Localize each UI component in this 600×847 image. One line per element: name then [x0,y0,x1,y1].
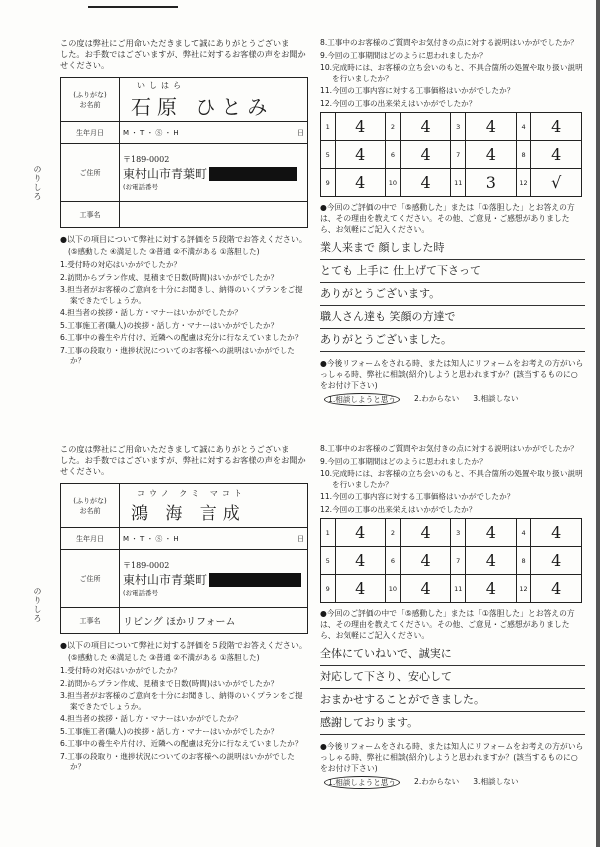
construction-value [120,202,308,228]
question-list-left [60,666,308,773]
referral-options [320,776,585,789]
construction-label: 工事名 [61,202,120,228]
comment-question: ●今回のご評価の中で「⑤感動した」または「①落胆した」とお答えの方は、その理由を教えてください。その他、ご意見・ご感想がありましたら、お気軽にご記入ください。 [320,609,575,640]
rating-instructions: ●以下の項目について弊社に対する評価を５段階でお答えください。 [60,235,307,244]
customer-name: 鴻 海 言成 [131,503,246,524]
referral-option: 3.相談しない [473,777,519,786]
ratings-grid: 1 4 2 4 3 4 4 4 5 4 6 4 7 4 8 4 9 4 10 4 11 3 12 √ [320,112,582,197]
referral-option: 2.わからない [414,777,460,786]
zip-code: 〒189-0002 [123,561,170,570]
birth-value-cell: M・T・Ⓢ・H 日 [120,122,308,144]
question-item: 11.今回の工事内容に対する工事価格はいかがでしたか？ [320,86,515,95]
question-item: 6.工事中の養生や片付け、近隣への配慮は充分に行なえていましたか？ [60,739,303,748]
rating-value: 4 [400,575,451,603]
comment-line: ありがとうございました。 [320,329,585,352]
survey-left-column [60,444,308,775]
rating-instructions: ●以下の項目について弊社に対する評価を５段階でお答えください。 [60,641,307,650]
rating-value: 3 [466,169,517,197]
question-item: 3.担当者がお客様のご意向を十分にお聞きし、納得のいくプランをご提案できたでしょうか。 [60,285,303,305]
rating-value: 4 [466,141,517,169]
intro-text: この度は弊社にご用命いただきまして誠にありがとうございま した。お手数ではございますが、弊社に対するお客様の声をお聞か せください。 [60,444,306,476]
name-value-cell [120,484,308,528]
question-item: 7.工事の段取り・進捗状況についてのお客様への説明はいかがでしたか？ [60,345,295,365]
question-item: 12.今回の工事の出来栄えはいかがでしたか？ [320,504,477,514]
phone-label: (お電話番号 [123,183,159,191]
referral-option-selected: 1.相談しようと思う [324,393,400,406]
comment-line: おまかせすることができました。 [320,689,585,712]
rating-value: 4 [335,575,386,603]
scan-artifact [88,6,178,8]
address-value-cell [120,144,308,202]
rating-value: 4 [466,519,517,547]
rating-value: 4 [466,113,517,141]
survey-form-1 [0,0,600,412]
question-item: 9.今回の工事期間はどのように思われましたか？ [320,50,487,60]
question-item: 3.担当者がお客様のご意向を十分にお聞きし、納得のいくプランをご提案できたでしょうか。 [60,691,303,711]
rating-value: 4 [335,141,386,169]
era-value: M・T・Ⓢ・H [123,128,181,137]
customer-info-table [60,77,308,228]
customer-info-table [60,483,308,634]
question-item: 6.工事中の養生や片付け、近隣への配慮は充分に行なえていましたか？ [60,333,303,342]
question-item: 4.担当者の挨拶・話し方・マナーはいかがでしたか？ [60,714,242,723]
redaction-block [209,167,297,181]
question-item: 8.工事中のお客様のご質問やお気付きの点に対する説明はいかがでしたか？ [320,38,578,47]
question-item: 8.工事中のお客様のご質問やお気付きの点に対する説明はいかがでしたか？ [320,444,578,453]
question-item: 5.工事施工者(職人)の挨拶・話し方・マナーはいかがでしたか？ [60,726,279,736]
comment-line: ありがとうございます。 [320,283,585,306]
name-label-cell: (ふりがな) お名前 [61,484,120,528]
scan-edge [596,0,600,847]
question-list-left [60,260,308,367]
question-item: 1.受付時の対応はいかがでしたか？ [60,260,182,269]
address-label: ご住所 [61,550,120,608]
comment-line: 業人来まで 顔しました時 [320,237,585,260]
referral-question: ●今後リフォームをされる時、または知人にリフォームをお考えの方がいらっしゃる時、弊社に相談(紹介)しようと思われますか？(該当するものに○をお付け下さい) [320,359,584,390]
comment-line: とても 上手に 仕上げて下さって [320,260,585,283]
question-item: 2.訪問からプラン作成、見積まで日数(時間)はいかがでしたか？ [60,678,279,688]
question-item: 2.訪問からプラン作成、見積まで日数(時間)はいかがでしたか？ [60,272,279,282]
birth-value-cell: M・T・Ⓢ・H 日 [120,528,308,550]
rating-scale: (⑤感動した ④満足した ③普通 ②不満がある ①落胆した) [68,653,260,662]
survey-form-2 [0,432,600,847]
redaction-block [209,573,301,587]
referral-option-selected: 1.相談しようと思う [324,776,400,789]
comment-area [320,643,585,735]
rating-value: 4 [531,141,582,169]
rating-value: 4 [400,547,451,575]
rating-value: 4 [335,547,386,575]
question-item: 5.工事施工者(職人)の挨拶・話し方・マナーはいかがでしたか？ [60,320,279,330]
rating-value: 4 [400,141,451,169]
rating-value: 4 [335,113,386,141]
referral-option: 2.わからない [414,394,460,403]
phone-label: (お電話番号 [123,589,159,597]
referral-question: ●今後リフォームをされる時、または知人にリフォームをお考えの方がいらっしゃる時、弊社に相談(紹介)しようと思われますか？(該当するものに○をお付け下さい) [320,742,584,773]
rating-value: 4 [531,519,582,547]
rating-scale: (⑤感動した ④満足した ③普通 ②不満がある ①落胆した) [68,247,260,256]
survey-right-column [320,38,585,406]
question-item: 1.受付時の対応はいかがでしたか？ [60,666,182,675]
address-value-cell [120,550,308,608]
rating-value: √ [531,169,582,197]
rating-value: 4 [335,169,386,197]
question-item: 7.工事の段取り・進捗状況についてのお客様への説明はいかがでしたか？ [60,751,295,771]
question-item: 9.今回の工事期間はどのように思われましたか？ [320,456,487,466]
rating-value: 4 [466,547,517,575]
address-value: 東村山市青葉町 [123,573,208,587]
construction-value: リビング ほかリフォーム [120,608,308,634]
rating-value: 4 [466,575,517,603]
margin-label: のりしろ [33,587,42,623]
furigana-value: いしはら [137,80,185,90]
name-label-cell: (ふりがな) お名前 [61,78,120,122]
rating-value: 4 [400,169,451,197]
question-item: 10.完成時には、お客様の立ち会いのもと、不具合箇所の処置や取り扱い説明を行いましたか？ [320,63,583,83]
comment-area [320,237,585,352]
construction-label: 工事名 [61,608,120,634]
question-item: 11.今回の工事内容に対する工事価格はいかがでしたか？ [320,492,515,501]
birth-label: 生年月日 [61,122,120,144]
rating-value: 4 [400,113,451,141]
comment-line: 感謝しております。 [320,712,585,735]
comment-line: 職人さん達も 笑顔の方達で [320,306,585,329]
birth-label: 生年月日 [61,528,120,550]
comment-question: ●今回のご評価の中で「⑤感動した」または「①落胆した」とお答えの方は、その理由を教えてください。その他、ご意見・ご感想がありましたら、お気軽にご記入ください。 [320,203,575,234]
rating-value: 4 [531,547,582,575]
rating-value: 4 [531,113,582,141]
rating-value: 4 [335,519,386,547]
ratings-grid: 1 4 2 4 3 4 4 4 5 4 6 4 7 4 8 4 9 4 10 4 11 4 12 4 [320,518,582,603]
address-value: 東村山市青葉町 [123,167,208,181]
survey-left-column [60,38,308,369]
era-value: M・T・Ⓢ・H [123,534,181,543]
comment-line: 全体にていねいで、誠実に [320,643,585,666]
question-item: 12.今回の工事の出来栄えはいかがでしたか？ [320,98,477,108]
furigana-value: コウノ クミ マコト [137,488,246,498]
zip-code: 〒189-0002 [123,155,170,164]
question-item: 4.担当者の挨拶・話し方・マナーはいかがでしたか？ [60,308,242,317]
margin-label: のりしろ [33,165,42,201]
name-value-cell [120,78,308,122]
referral-options [320,393,585,406]
referral-option: 3.相談しない [473,394,519,403]
customer-name: 石原 ひとみ [131,94,274,119]
rating-value: 4 [400,519,451,547]
comment-line: 対応して下さり、安心して [320,666,585,689]
rating-value: 4 [531,575,582,603]
survey-right-column [320,444,585,789]
intro-text: この度は弊社にご用命いただきまして誠にありがとうございま した。お手数ではございますが、弊社に対するお客様の声をお聞か せください。 [60,38,306,70]
address-label: ご住所 [61,144,120,202]
question-item: 10.完成時には、お客様の立ち会いのもと、不具合箇所の処置や取り扱い説明を行いましたか？ [320,469,583,489]
